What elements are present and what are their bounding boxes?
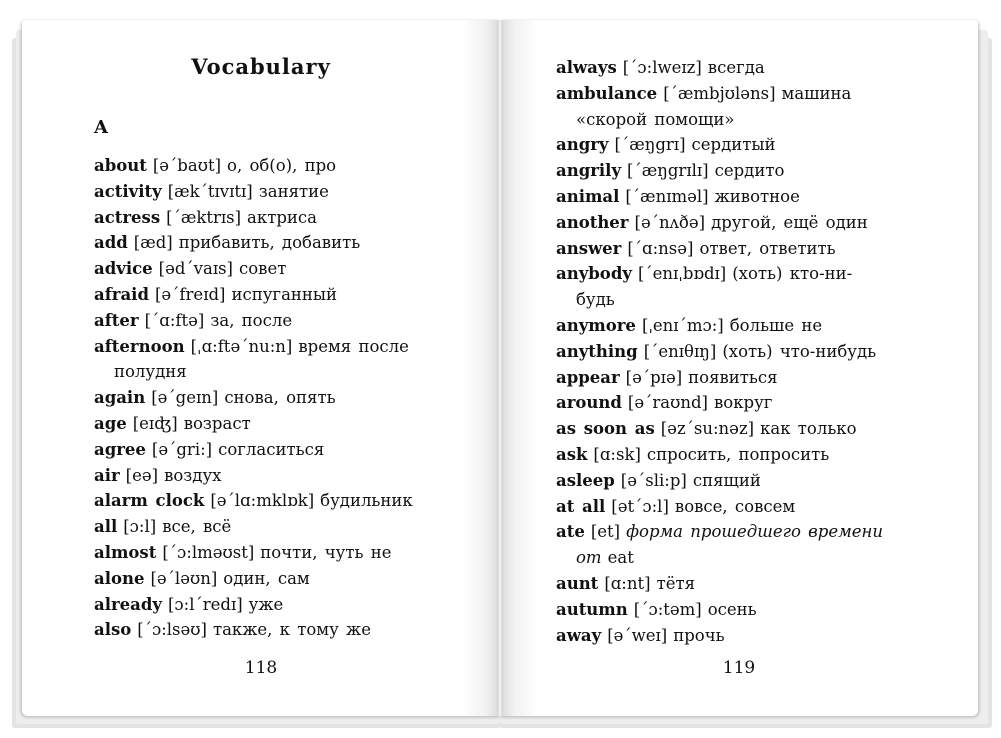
entry-word: around — [556, 393, 622, 413]
entry-word: actress — [94, 207, 161, 227]
entry-transcription: [əˊweɪ] — [607, 625, 668, 645]
entry-word: all — [94, 517, 118, 537]
vocabulary-entry — [94, 617, 484, 643]
vocabulary-entry — [556, 571, 956, 597]
vocabulary-entry — [94, 205, 484, 231]
entry-word: afraid — [94, 284, 149, 304]
entry-word: alarm clock — [94, 491, 205, 511]
entry-transcription: [əˊnʌðə] — [634, 212, 706, 232]
entry-transcription: [ədˊvaɪs] — [158, 259, 233, 279]
vocabulary-entry — [94, 592, 484, 618]
entry-word: advice — [94, 259, 153, 279]
entry-word: animal — [556, 186, 620, 206]
vocabulary-entry — [556, 468, 956, 494]
vocabulary-entry — [94, 256, 484, 282]
entry-transcription: [ˊɔ:lweɪz] — [622, 58, 702, 77]
entry-transcription: [ˊæŋgrɪ] — [614, 135, 686, 155]
page-number-right: 119 — [722, 658, 756, 678]
entry-reference-word: eat — [607, 548, 634, 568]
entry-definition: за, после — [210, 310, 293, 330]
entry-definition-continuation: от — [576, 548, 602, 568]
entry-word: anybody — [556, 264, 632, 284]
vocabulary-entry — [94, 463, 484, 489]
vocabulary-entry — [556, 184, 956, 210]
entry-definition-continuation: полудня — [114, 362, 187, 382]
entry-definition: испуганный — [231, 284, 338, 304]
entry-definition: будильник — [320, 491, 413, 511]
entry-transcription: [əˊlɑ:mklɒk] — [210, 491, 315, 511]
entry-transcription: [əˊpɪə] — [625, 367, 683, 387]
entry-transcription: [ɑ:sk] — [593, 444, 641, 464]
entry-word: afternoon — [94, 336, 185, 356]
entry-word: ask — [556, 444, 588, 464]
entry-transcription: [æd] — [133, 233, 173, 253]
entry-definition: сердитый — [691, 135, 776, 155]
entry-word: age — [94, 413, 127, 433]
entry-definition: снова, опять — [224, 388, 336, 408]
entry-word: activity — [94, 181, 162, 201]
entry-word: ate — [556, 522, 585, 542]
vocabulary-entry — [94, 437, 484, 463]
entry-transcription: [ɑ:nt] — [604, 573, 651, 593]
entry-transcription: [ˊæktrɪs] — [166, 207, 242, 227]
entry-transcription: [et] — [590, 522, 621, 542]
entry-definition: сердито — [714, 161, 785, 181]
vocabulary-entry — [556, 236, 956, 262]
entry-word: always — [556, 58, 617, 77]
entry-word: asleep — [556, 470, 615, 490]
vocabulary-entry — [94, 540, 484, 566]
entry-word: at all — [556, 496, 606, 516]
entry-transcription: [ˊɑ:ftə] — [144, 310, 205, 330]
entry-definition: всегда — [707, 58, 765, 77]
page-title: Vocabulary — [191, 54, 331, 79]
vocabulary-entry — [556, 365, 956, 391]
page-number-left: 118 — [244, 658, 278, 678]
vocabulary-entry — [94, 385, 484, 411]
entry-definition: возраст — [183, 413, 251, 433]
entry-definition: также, к тому же — [212, 620, 371, 640]
entry-transcription: [ˊæmbjʊləns] — [663, 83, 776, 103]
entry-definition: (хоть) что-нибудь — [722, 341, 877, 361]
entry-definition: осень — [707, 599, 757, 619]
entry-word: ambulance — [556, 83, 658, 103]
entry-definition: вокруг — [713, 393, 773, 413]
vocabulary-entry — [94, 153, 484, 179]
entry-transcription: [əzˊsu:nəz] — [660, 419, 755, 439]
entry-definition: как только — [760, 419, 857, 439]
entry-definition: воздух — [164, 465, 222, 485]
entry-definition: спросить, попросить — [646, 444, 830, 464]
entry-transcription: [əˊgeɪn] — [151, 388, 219, 408]
entry-word: air — [94, 465, 120, 485]
vocabulary-entry — [556, 442, 956, 468]
vocabulary-entry — [556, 158, 956, 184]
entry-transcription: [ətˊɔ:l] — [611, 496, 669, 516]
entry-word: also — [94, 620, 132, 640]
vocabulary-entry — [556, 55, 956, 81]
entry-transcription: [ˊænɪməl] — [625, 186, 709, 206]
vocabulary-entry — [94, 566, 484, 592]
entry-word: angry — [556, 135, 609, 155]
vocabulary-entry-continuation — [556, 287, 956, 313]
vocabulary-entry — [94, 308, 484, 334]
entry-word: alone — [94, 568, 145, 588]
entry-definition: ответ, ответить — [699, 238, 836, 258]
entry-transcription: [ˊɔ:lsəʊ] — [137, 620, 207, 640]
section-letter: A — [94, 117, 108, 138]
entry-word: anymore — [556, 315, 636, 335]
entry-definition: машина — [781, 83, 852, 103]
entry-definition: животное — [714, 186, 800, 206]
entry-transcription: [ˌɑ:ftəˊnu:n] — [190, 336, 293, 356]
left-page — [22, 20, 500, 716]
entry-definition: спящий — [692, 470, 761, 490]
entry-definition: совет — [239, 259, 287, 279]
vocabulary-entry — [94, 282, 484, 308]
vocabulary-entry — [94, 230, 484, 256]
vocabulary-entry — [94, 514, 484, 540]
entry-word: away — [556, 625, 602, 645]
vocabulary-entry — [556, 313, 956, 339]
entry-definition-continuation: будь — [576, 290, 615, 310]
vocabulary-entry — [94, 411, 484, 437]
entry-word: after — [94, 310, 139, 330]
entry-word: about — [94, 156, 147, 175]
entry-definition: (хоть) кто-ни- — [732, 264, 853, 284]
entry-transcription: [eə] — [125, 465, 159, 485]
entry-definition: уже — [248, 594, 284, 614]
entry-definition: занятие — [258, 181, 329, 201]
entry-transcription: [ˊɔ:təm] — [633, 599, 702, 619]
entry-definition: все, всё — [162, 517, 232, 537]
entry-word: almost — [94, 542, 157, 562]
entry-transcription: [ˌenɪˊmɔ:] — [641, 315, 724, 335]
entry-transcription: [ˊenɪˌbɒdɪ] — [637, 264, 727, 284]
vocabulary-entry — [556, 261, 956, 287]
entry-word: agree — [94, 439, 146, 459]
entry-definition: другой, ещё один — [711, 212, 868, 232]
entry-definition: согласиться — [218, 439, 325, 459]
entry-transcription: [ˊɔ:lməʊst] — [162, 542, 255, 562]
entry-transcription: [ˊæŋgrɪlɪ] — [627, 161, 709, 181]
entry-word: again — [94, 388, 146, 408]
vocabulary-entry — [556, 416, 956, 442]
entry-word: appear — [556, 367, 620, 387]
entry-definition: прочь — [673, 625, 725, 645]
entry-transcription: [eɪʤ] — [132, 413, 178, 433]
entry-word: aunt — [556, 573, 599, 593]
entry-transcription: [ɔ:lˊredɪ] — [167, 594, 243, 614]
entry-transcription: [ˊenɪθɪŋ] — [643, 341, 717, 361]
vocabulary-entry — [556, 339, 956, 365]
vocabulary-entry — [556, 132, 956, 158]
entry-word: answer — [556, 238, 622, 258]
entry-word: angrily — [556, 161, 622, 181]
entry-transcription: [əˊsli:p] — [620, 470, 687, 490]
vocabulary-entry — [94, 179, 484, 205]
entry-word: as soon as — [556, 419, 655, 439]
entry-word: add — [94, 233, 128, 253]
entry-word: anything — [556, 341, 638, 361]
entry-definition: появиться — [688, 367, 778, 387]
entry-definition: вовсе, совсем — [674, 496, 796, 516]
entry-definition: о, об(о), про — [227, 156, 337, 175]
entry-definition: больше не — [729, 315, 823, 335]
entry-transcription: [ɔ:l] — [123, 517, 157, 537]
entry-definition: время после — [298, 336, 409, 356]
vocabulary-entry — [94, 488, 484, 514]
entry-definition: тётя — [656, 573, 696, 593]
entry-transcription: [əˊbaʊt] — [152, 156, 222, 175]
vocabulary-entry — [556, 210, 956, 236]
entry-transcription: [ˊɑ:nsə] — [627, 238, 694, 258]
vocabulary-list-left — [94, 153, 484, 643]
vocabulary-entry-continuation — [556, 545, 956, 571]
vocabulary-entry — [556, 597, 956, 623]
vocabulary-entry-continuation — [94, 359, 484, 385]
entry-word: another — [556, 212, 629, 232]
vocabulary-entry — [556, 81, 956, 107]
entry-word: already — [94, 594, 162, 614]
entry-transcription: [ækˊtɪvɪtɪ] — [167, 181, 253, 201]
entry-word: autumn — [556, 599, 628, 619]
vocabulary-entry-continuation — [556, 107, 956, 133]
vocabulary-entry — [94, 334, 484, 360]
vocabulary-entry — [556, 494, 956, 520]
entry-definition: прибавить, добавить — [178, 233, 361, 253]
right-page — [500, 20, 978, 716]
vocabulary-entry — [556, 390, 956, 416]
entry-definition: актриса — [247, 207, 317, 227]
entry-definition: почти, чуть не — [260, 542, 392, 562]
vocabulary-entry — [556, 623, 956, 649]
entry-definition-continuation: «скорой помощи» — [576, 109, 735, 129]
vocabulary-entry — [556, 519, 956, 545]
entry-transcription: [əˊgri:] — [151, 439, 213, 459]
entry-definition: форма прошедшего времени — [626, 522, 884, 542]
entry-transcription: [əˊraʊnd] — [627, 393, 708, 413]
vocabulary-list-right — [556, 55, 956, 648]
entry-transcription: [əˊləʊn] — [150, 568, 218, 588]
entry-transcription: [əˊfreɪd] — [154, 284, 226, 304]
entry-definition: один, сам — [223, 568, 310, 588]
book-spine — [497, 20, 503, 716]
